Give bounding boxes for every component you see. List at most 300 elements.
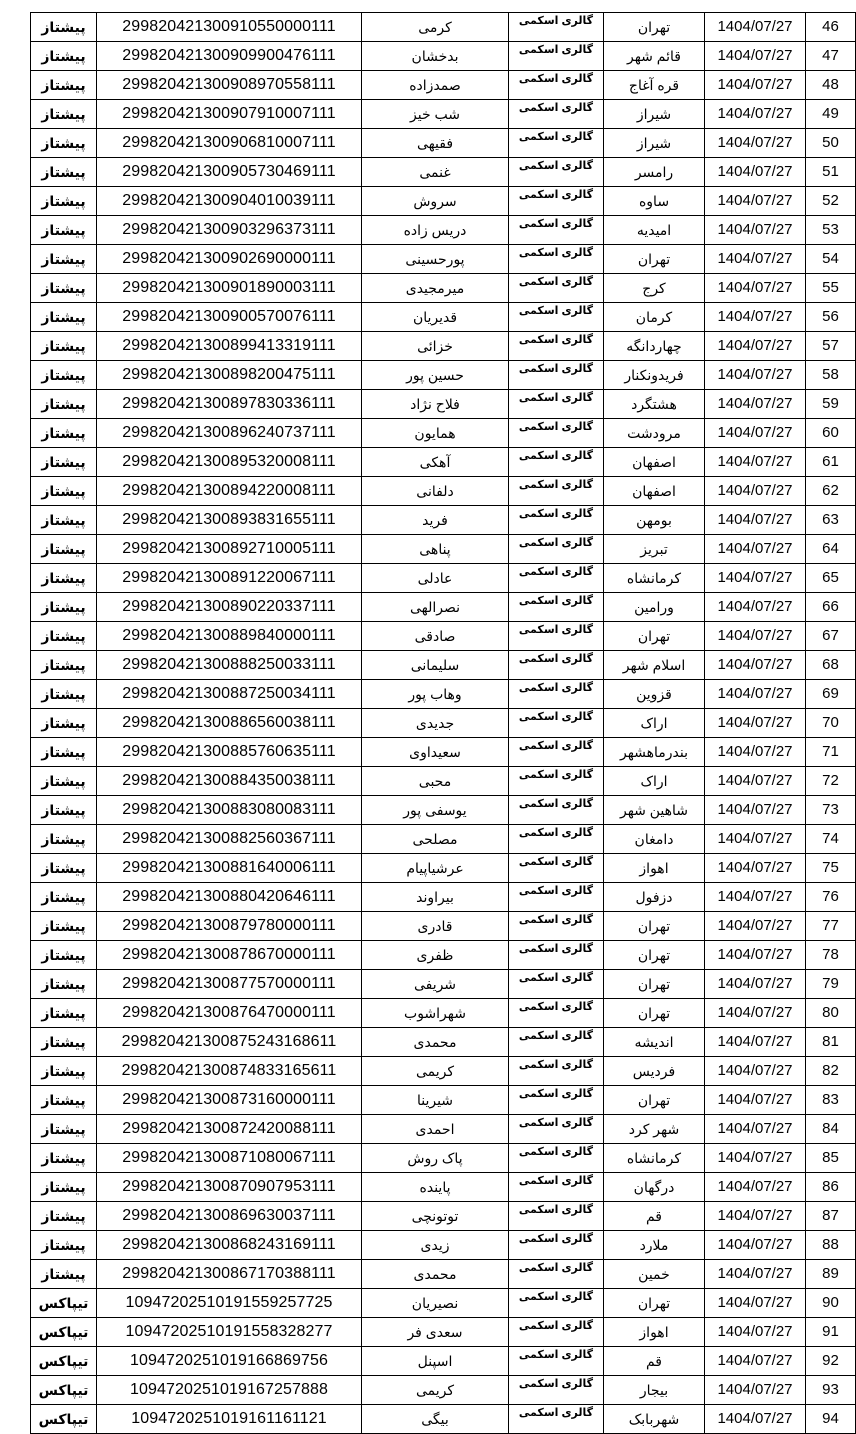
date-cell: 1404/07/27: [705, 129, 806, 158]
date-cell: 1404/07/27: [705, 216, 806, 245]
table-row: [31, 216, 856, 245]
date-cell: 1404/07/27: [705, 709, 806, 738]
table-row: [31, 1376, 856, 1405]
city-cell: شهربابک: [604, 1405, 705, 1434]
date-cell: 1404/07/27: [705, 332, 806, 361]
carrier-cell: پیشتاز: [31, 71, 97, 100]
sender-cell: گالری اسکمی: [509, 680, 604, 709]
sender-cell: گالری اسکمی: [509, 941, 604, 970]
table-row: [31, 680, 856, 709]
carrier-cell: تیپاکس: [31, 1376, 97, 1405]
date-cell: 1404/07/27: [705, 1376, 806, 1405]
city-cell: شاهین شهر: [604, 796, 705, 825]
tracking-code-cell: 299820421300883080083111: [97, 796, 362, 825]
table-row: [31, 506, 856, 535]
table-row: [31, 1289, 856, 1318]
tracking-code-cell: 299820421300888250033111: [97, 651, 362, 680]
tracking-code-cell: 10947202510191558328277: [97, 1318, 362, 1347]
carrier-cell: پیشتاز: [31, 564, 97, 593]
city-cell: بومهن: [604, 506, 705, 535]
table-row: [31, 651, 856, 680]
carrier-cell: پیشتاز: [31, 13, 97, 42]
city-cell: ورامین: [604, 593, 705, 622]
sender-cell: گالری اسکمی: [509, 709, 604, 738]
city-cell: قره آغاج: [604, 71, 705, 100]
row-number-cell: 83: [806, 1086, 856, 1115]
table-row: [31, 1086, 856, 1115]
row-number-cell: 53: [806, 216, 856, 245]
row-number-cell: 91: [806, 1318, 856, 1347]
sender-cell: گالری اسکمی: [509, 999, 604, 1028]
tracking-code-cell: 299820421300906810007111: [97, 129, 362, 158]
sender-cell: گالری اسکمی: [509, 651, 604, 680]
recipient-name-cell: شب خیز: [362, 100, 509, 129]
recipient-name-cell: شیرینا: [362, 1086, 509, 1115]
row-number-cell: 71: [806, 738, 856, 767]
recipient-name-cell: عرشیاپیام: [362, 854, 509, 883]
carrier-cell: پیشتاز: [31, 1202, 97, 1231]
date-cell: 1404/07/27: [705, 1202, 806, 1231]
sender-cell: گالری اسکمی: [509, 13, 604, 42]
carrier-cell: تیپاکس: [31, 1318, 97, 1347]
recipient-name-cell: نصرالهی: [362, 593, 509, 622]
carrier-cell: پیشتاز: [31, 303, 97, 332]
recipient-name-cell: سعدی فر: [362, 1318, 509, 1347]
recipient-name-cell: اسپنل: [362, 1347, 509, 1376]
recipient-name-cell: بیراوند: [362, 883, 509, 912]
row-number-cell: 49: [806, 100, 856, 129]
sender-cell: گالری اسکمی: [509, 71, 604, 100]
table-row: [31, 71, 856, 100]
recipient-name-cell: پناهی: [362, 535, 509, 564]
row-number-cell: 67: [806, 622, 856, 651]
date-cell: 1404/07/27: [705, 361, 806, 390]
carrier-cell: تیپاکس: [31, 1347, 97, 1376]
tracking-code-cell: 299820421300908970558111: [97, 71, 362, 100]
shipment-table: [30, 12, 856, 1434]
sender-cell: گالری اسکمی: [509, 738, 604, 767]
sender-cell: گالری اسکمی: [509, 1376, 604, 1405]
date-cell: 1404/07/27: [705, 767, 806, 796]
tracking-code-cell: 10947202510191559257725: [97, 1289, 362, 1318]
row-number-cell: 81: [806, 1028, 856, 1057]
recipient-name-cell: محبی: [362, 767, 509, 796]
carrier-cell: پیشتاز: [31, 1173, 97, 1202]
carrier-cell: پیشتاز: [31, 767, 97, 796]
row-number-cell: 89: [806, 1260, 856, 1289]
date-cell: 1404/07/27: [705, 738, 806, 767]
tracking-code-cell: 299820421300872420088111: [97, 1115, 362, 1144]
city-cell: تهران: [604, 1289, 705, 1318]
sender-cell: گالری اسکمی: [509, 622, 604, 651]
table-row: [31, 593, 856, 622]
city-cell: شیراز: [604, 129, 705, 158]
table-row: [31, 999, 856, 1028]
table-row: [31, 303, 856, 332]
table-row: [31, 1115, 856, 1144]
carrier-cell: پیشتاز: [31, 709, 97, 738]
sender-cell: گالری اسکمی: [509, 332, 604, 361]
row-number-cell: 70: [806, 709, 856, 738]
date-cell: 1404/07/27: [705, 796, 806, 825]
carrier-cell: پیشتاز: [31, 390, 97, 419]
carrier-cell: پیشتاز: [31, 1086, 97, 1115]
carrier-cell: پیشتاز: [31, 1115, 97, 1144]
tracking-code-cell: 299820421300880420646111: [97, 883, 362, 912]
sender-cell: گالری اسکمی: [509, 1173, 604, 1202]
carrier-cell: پیشتاز: [31, 651, 97, 680]
recipient-name-cell: کریمی: [362, 1057, 509, 1086]
carrier-cell: پیشتاز: [31, 42, 97, 71]
sender-cell: گالری اسکمی: [509, 1231, 604, 1260]
table-body: [31, 13, 856, 1434]
tracking-code-cell: 299820421300905730469111: [97, 158, 362, 187]
recipient-name-cell: دریس زاده: [362, 216, 509, 245]
date-cell: 1404/07/27: [705, 1144, 806, 1173]
recipient-name-cell: محمدی: [362, 1028, 509, 1057]
recipient-name-cell: پاک روش: [362, 1144, 509, 1173]
date-cell: 1404/07/27: [705, 1057, 806, 1086]
recipient-name-cell: احمدی: [362, 1115, 509, 1144]
tracking-code-cell: 299820421300867170388111: [97, 1260, 362, 1289]
sender-cell: گالری اسکمی: [509, 1028, 604, 1057]
recipient-name-cell: پاینده: [362, 1173, 509, 1202]
sender-cell: گالری اسکمی: [509, 593, 604, 622]
date-cell: 1404/07/27: [705, 622, 806, 651]
carrier-cell: تیپاکس: [31, 1405, 97, 1434]
sender-cell: گالری اسکمی: [509, 390, 604, 419]
recipient-name-cell: کریمی: [362, 1376, 509, 1405]
city-cell: کرمان: [604, 303, 705, 332]
carrier-cell: تیپاکس: [31, 1289, 97, 1318]
recipient-name-cell: فلاح نژاد: [362, 390, 509, 419]
row-number-cell: 61: [806, 448, 856, 477]
table-row: [31, 245, 856, 274]
city-cell: فریدونکنار: [604, 361, 705, 390]
tracking-code-cell: 299820421300892710005111: [97, 535, 362, 564]
recipient-name-cell: قدیریان: [362, 303, 509, 332]
city-cell: تبریز: [604, 535, 705, 564]
recipient-name-cell: فقیهی: [362, 129, 509, 158]
sender-cell: گالری اسکمی: [509, 216, 604, 245]
carrier-cell: پیشتاز: [31, 100, 97, 129]
sender-cell: گالری اسکمی: [509, 912, 604, 941]
date-cell: 1404/07/27: [705, 999, 806, 1028]
recipient-name-cell: نصیریان: [362, 1289, 509, 1318]
recipient-name-cell: یوسفی پور: [362, 796, 509, 825]
row-number-cell: 86: [806, 1173, 856, 1202]
city-cell: اندیشه: [604, 1028, 705, 1057]
sender-cell: گالری اسکمی: [509, 1260, 604, 1289]
table-row: [31, 941, 856, 970]
sender-cell: گالری اسکمی: [509, 883, 604, 912]
city-cell: دزفول: [604, 883, 705, 912]
city-cell: اراک: [604, 709, 705, 738]
date-cell: 1404/07/27: [705, 593, 806, 622]
carrier-cell: پیشتاز: [31, 245, 97, 274]
row-number-cell: 82: [806, 1057, 856, 1086]
row-number-cell: 65: [806, 564, 856, 593]
city-cell: ملارد: [604, 1231, 705, 1260]
carrier-cell: پیشتاز: [31, 970, 97, 999]
table-row: [31, 13, 856, 42]
date-cell: 1404/07/27: [705, 1347, 806, 1376]
sender-cell: گالری اسکمی: [509, 477, 604, 506]
row-number-cell: 69: [806, 680, 856, 709]
date-cell: 1404/07/27: [705, 912, 806, 941]
city-cell: خمین: [604, 1260, 705, 1289]
row-number-cell: 60: [806, 419, 856, 448]
row-number-cell: 73: [806, 796, 856, 825]
table-row: [31, 1260, 856, 1289]
row-number-cell: 54: [806, 245, 856, 274]
city-cell: کرج: [604, 274, 705, 303]
date-cell: 1404/07/27: [705, 825, 806, 854]
carrier-cell: پیشتاز: [31, 999, 97, 1028]
table-row: [31, 970, 856, 999]
city-cell: فردیس: [604, 1057, 705, 1086]
carrier-cell: پیشتاز: [31, 883, 97, 912]
tracking-code-cell: 299820421300869630037111: [97, 1202, 362, 1231]
table-row: [31, 42, 856, 71]
recipient-name-cell: سعیداوی: [362, 738, 509, 767]
recipient-name-cell: جدیدی: [362, 709, 509, 738]
tracking-code-cell: 299820421300889840000111: [97, 622, 362, 651]
date-cell: 1404/07/27: [705, 448, 806, 477]
date-cell: 1404/07/27: [705, 390, 806, 419]
sender-cell: گالری اسکمی: [509, 274, 604, 303]
sender-cell: گالری اسکمی: [509, 361, 604, 390]
recipient-name-cell: خزائی: [362, 332, 509, 361]
date-cell: 1404/07/27: [705, 1028, 806, 1057]
table-row: [31, 187, 856, 216]
recipient-name-cell: شریفی: [362, 970, 509, 999]
table-row: [31, 738, 856, 767]
sender-cell: گالری اسکمی: [509, 825, 604, 854]
tracking-code-cell: 299820421300896240737111: [97, 419, 362, 448]
table-row: [31, 535, 856, 564]
carrier-cell: پیشتاز: [31, 506, 97, 535]
city-cell: کرمانشاه: [604, 1144, 705, 1173]
row-number-cell: 56: [806, 303, 856, 332]
date-cell: 1404/07/27: [705, 245, 806, 274]
table-row: [31, 1028, 856, 1057]
sender-cell: گالری اسکمی: [509, 42, 604, 71]
tracking-code-cell: 299820421300904010039111: [97, 187, 362, 216]
carrier-cell: پیشتاز: [31, 1260, 97, 1289]
date-cell: 1404/07/27: [705, 71, 806, 100]
recipient-name-cell: قادری: [362, 912, 509, 941]
table-row: [31, 129, 856, 158]
carrier-cell: پیشتاز: [31, 332, 97, 361]
table-row: [31, 1347, 856, 1376]
date-cell: 1404/07/27: [705, 100, 806, 129]
table-row: [31, 825, 856, 854]
table-row: [31, 1405, 856, 1434]
shipment-sheet: [30, 12, 839, 1434]
tracking-code-cell: 1094720251019167257888: [97, 1376, 362, 1405]
date-cell: 1404/07/27: [705, 42, 806, 71]
date-cell: 1404/07/27: [705, 1260, 806, 1289]
city-cell: تهران: [604, 941, 705, 970]
date-cell: 1404/07/27: [705, 564, 806, 593]
tracking-code-cell: 299820421300884350038111: [97, 767, 362, 796]
table-row: [31, 796, 856, 825]
row-number-cell: 66: [806, 593, 856, 622]
date-cell: 1404/07/27: [705, 1289, 806, 1318]
row-number-cell: 87: [806, 1202, 856, 1231]
tracking-code-cell: 299820421300887250034111: [97, 680, 362, 709]
carrier-cell: پیشتاز: [31, 825, 97, 854]
tracking-code-cell: 299820421300909900476111: [97, 42, 362, 71]
row-number-cell: 84: [806, 1115, 856, 1144]
tracking-code-cell: 299820421300910550000111: [97, 13, 362, 42]
date-cell: 1404/07/27: [705, 1086, 806, 1115]
tracking-code-cell: 1094720251019166869756: [97, 1347, 362, 1376]
row-number-cell: 75: [806, 854, 856, 883]
date-cell: 1404/07/27: [705, 970, 806, 999]
city-cell: اهواز: [604, 1318, 705, 1347]
tracking-code-cell: 299820421300907910007111: [97, 100, 362, 129]
row-number-cell: 55: [806, 274, 856, 303]
city-cell: تهران: [604, 1086, 705, 1115]
recipient-name-cell: بدخشان: [362, 42, 509, 71]
city-cell: درگهان: [604, 1173, 705, 1202]
carrier-cell: پیشتاز: [31, 274, 97, 303]
date-cell: 1404/07/27: [705, 883, 806, 912]
carrier-cell: پیشتاز: [31, 477, 97, 506]
tracking-code-cell: 299820421300868243169111: [97, 1231, 362, 1260]
table-row: [31, 854, 856, 883]
recipient-name-cell: محمدی: [362, 1260, 509, 1289]
sender-cell: گالری اسکمی: [509, 854, 604, 883]
sender-cell: گالری اسکمی: [509, 1289, 604, 1318]
table-row: [31, 419, 856, 448]
recipient-name-cell: بیگی: [362, 1405, 509, 1434]
date-cell: 1404/07/27: [705, 419, 806, 448]
tracking-code-cell: 299820421300879780000111: [97, 912, 362, 941]
carrier-cell: پیشتاز: [31, 1231, 97, 1260]
row-number-cell: 93: [806, 1376, 856, 1405]
date-cell: 1404/07/27: [705, 680, 806, 709]
date-cell: 1404/07/27: [705, 187, 806, 216]
sender-cell: گالری اسکمی: [509, 245, 604, 274]
tracking-code-cell: 299820421300895320008111: [97, 448, 362, 477]
table-row: [31, 622, 856, 651]
tracking-code-cell: 299820421300873160000111: [97, 1086, 362, 1115]
row-number-cell: 58: [806, 361, 856, 390]
tracking-code-cell: 299820421300881640006111: [97, 854, 362, 883]
table-row: [31, 912, 856, 941]
sender-cell: گالری اسکمی: [509, 1405, 604, 1434]
recipient-name-cell: شهراشوب: [362, 999, 509, 1028]
recipient-name-cell: همایون: [362, 419, 509, 448]
date-cell: 1404/07/27: [705, 1115, 806, 1144]
tracking-code-cell: 299820421300900570076111: [97, 303, 362, 332]
tracking-code-cell: 299820421300899413319111: [97, 332, 362, 361]
table-row: [31, 1231, 856, 1260]
recipient-name-cell: کرمی: [362, 13, 509, 42]
table-row: [31, 767, 856, 796]
tracking-code-cell: 299820421300893831655111: [97, 506, 362, 535]
sender-cell: گالری اسکمی: [509, 448, 604, 477]
tracking-code-cell: 299820421300878670000111: [97, 941, 362, 970]
tracking-code-cell: 299820421300877570000111: [97, 970, 362, 999]
tracking-code-cell: 299820421300903296373111: [97, 216, 362, 245]
tracking-code-cell: 299820421300874833165611: [97, 1057, 362, 1086]
carrier-cell: پیشتاز: [31, 941, 97, 970]
date-cell: 1404/07/27: [705, 13, 806, 42]
table-row: [31, 361, 856, 390]
date-cell: 1404/07/27: [705, 854, 806, 883]
carrier-cell: پیشتاز: [31, 129, 97, 158]
city-cell: شهر کرد: [604, 1115, 705, 1144]
row-number-cell: 51: [806, 158, 856, 187]
table-row: [31, 332, 856, 361]
recipient-name-cell: مصلحی: [362, 825, 509, 854]
tracking-code-cell: 299820421300890220337111: [97, 593, 362, 622]
date-cell: 1404/07/27: [705, 535, 806, 564]
tracking-code-cell: 299820421300897830336111: [97, 390, 362, 419]
row-number-cell: 90: [806, 1289, 856, 1318]
row-number-cell: 59: [806, 390, 856, 419]
row-number-cell: 77: [806, 912, 856, 941]
carrier-cell: پیشتاز: [31, 1028, 97, 1057]
tracking-code-cell: 299820421300902690000111: [97, 245, 362, 274]
table-row: [31, 1144, 856, 1173]
tracking-code-cell: 299820421300870907953111: [97, 1173, 362, 1202]
tracking-code-cell: 299820421300894220008111: [97, 477, 362, 506]
city-cell: دامغان: [604, 825, 705, 854]
row-number-cell: 68: [806, 651, 856, 680]
city-cell: اراک: [604, 767, 705, 796]
table-row: [31, 448, 856, 477]
city-cell: بیجار: [604, 1376, 705, 1405]
row-number-cell: 50: [806, 129, 856, 158]
table-row: [31, 477, 856, 506]
date-cell: 1404/07/27: [705, 1231, 806, 1260]
row-number-cell: 63: [806, 506, 856, 535]
tracking-code-cell: 299820421300891220067111: [97, 564, 362, 593]
table-row: [31, 564, 856, 593]
row-number-cell: 74: [806, 825, 856, 854]
city-cell: قزوین: [604, 680, 705, 709]
tracking-code-cell: 299820421300885760635111: [97, 738, 362, 767]
city-cell: تهران: [604, 970, 705, 999]
date-cell: 1404/07/27: [705, 651, 806, 680]
carrier-cell: پیشتاز: [31, 187, 97, 216]
sender-cell: گالری اسکمی: [509, 1318, 604, 1347]
table-row: [31, 883, 856, 912]
row-number-cell: 47: [806, 42, 856, 71]
carrier-cell: پیشتاز: [31, 1057, 97, 1086]
row-number-cell: 48: [806, 71, 856, 100]
tracking-code-cell: 299820421300901890003111: [97, 274, 362, 303]
recipient-name-cell: غنمی: [362, 158, 509, 187]
sender-cell: گالری اسکمی: [509, 535, 604, 564]
date-cell: 1404/07/27: [705, 303, 806, 332]
tracking-code-cell: 299820421300886560038111: [97, 709, 362, 738]
recipient-name-cell: صمدزاده: [362, 71, 509, 100]
row-number-cell: 88: [806, 1231, 856, 1260]
row-number-cell: 46: [806, 13, 856, 42]
sender-cell: گالری اسکمی: [509, 506, 604, 535]
table-row: [31, 709, 856, 738]
tracking-code-cell: 299820421300875243168611: [97, 1028, 362, 1057]
tracking-code-cell: 299820421300882560367111: [97, 825, 362, 854]
carrier-cell: پیشتاز: [31, 622, 97, 651]
sender-cell: گالری اسکمی: [509, 970, 604, 999]
